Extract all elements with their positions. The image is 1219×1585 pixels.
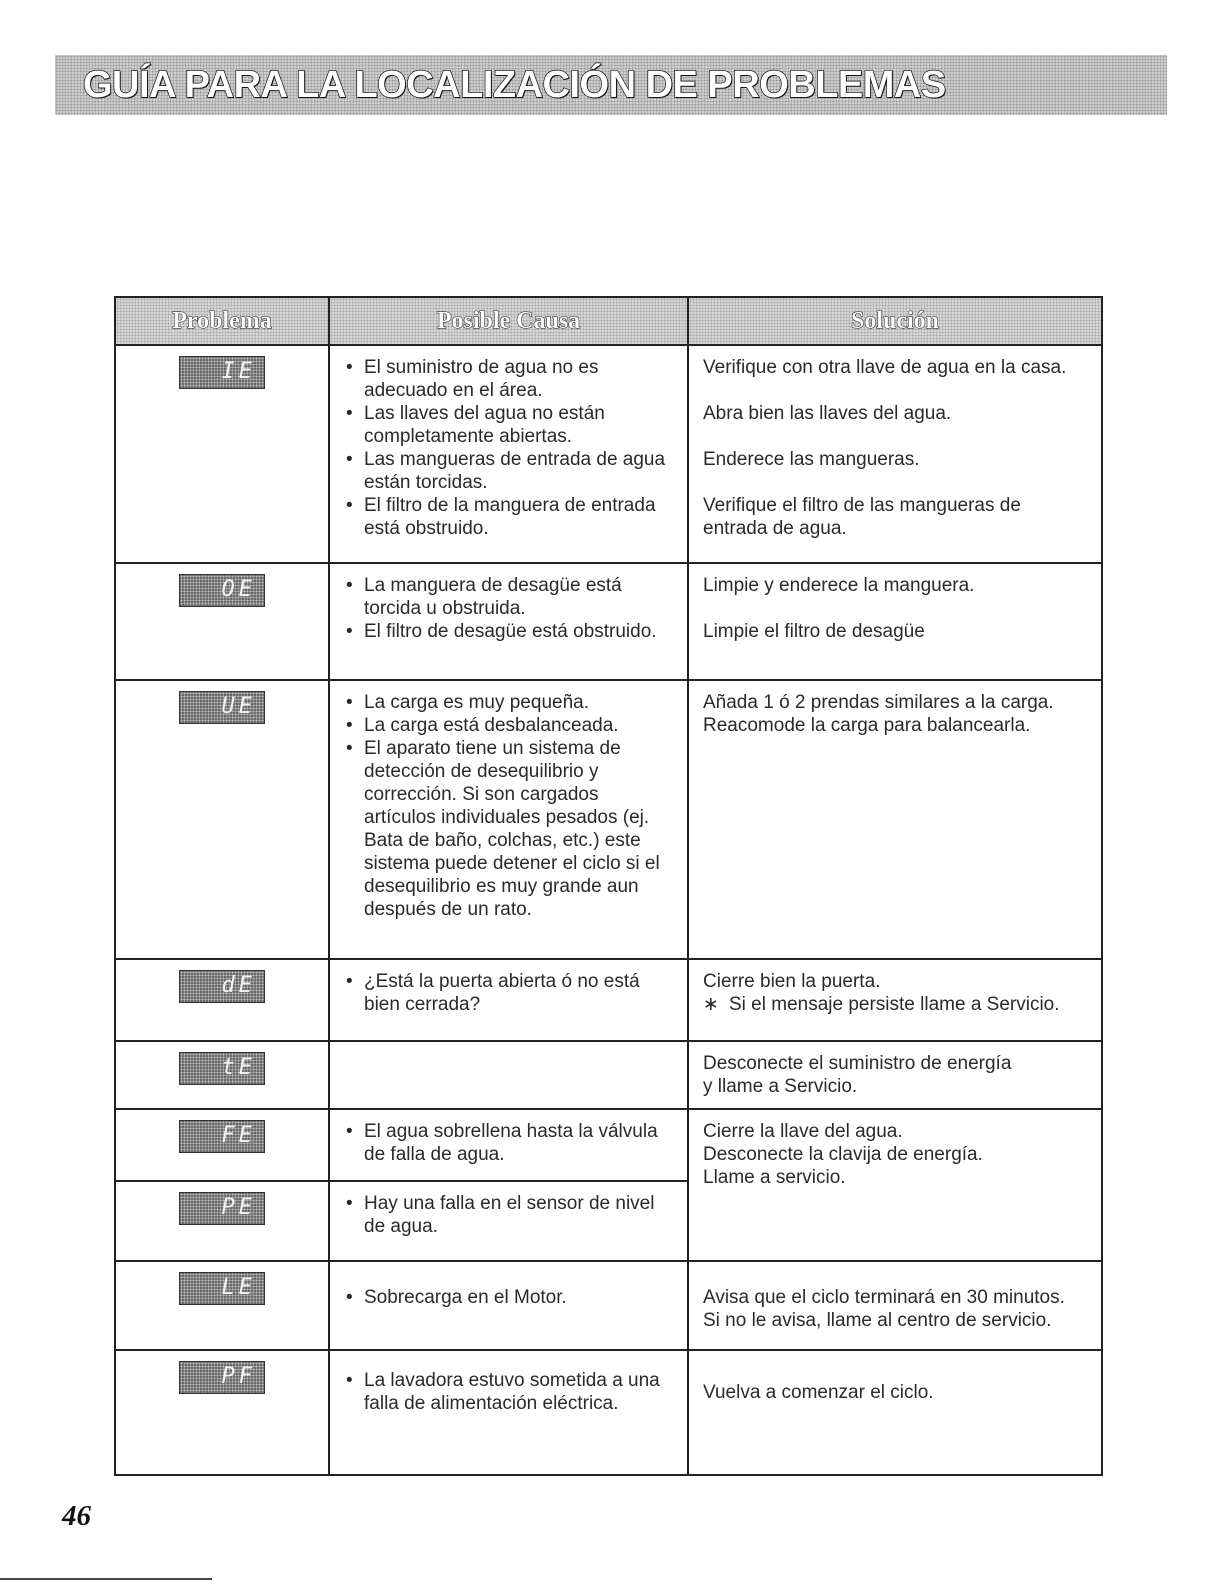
- error-code: FE: [221, 1123, 256, 1148]
- error-code: IE: [221, 359, 256, 384]
- solution-item: Si no le avisa, llame al centro de servicio.: [703, 1310, 1052, 1331]
- cause-cell: [329, 1109, 688, 1181]
- cause-cell: [329, 1350, 688, 1475]
- header-posible-causa: Posible Causa: [329, 297, 688, 345]
- error-code: UE: [221, 694, 256, 719]
- cause-cell: [329, 1181, 688, 1261]
- solution-item: Añada 1 ó 2 prendas similares a la carga.: [703, 692, 1054, 713]
- problem-cell: [115, 563, 329, 680]
- cause-item: • El filtro de la manguera de entrada está obstruido.: [344, 494, 673, 540]
- cause-cell: [329, 563, 688, 680]
- cause-item: • Las llaves del agua no están completamente abiertas.: [344, 402, 673, 448]
- problem-cell: [115, 680, 329, 959]
- solution-cell: [688, 1350, 1102, 1475]
- error-code: OE: [221, 577, 256, 602]
- cause-item: • La carga es muy pequeña.: [344, 691, 673, 714]
- page-title-banner: [55, 55, 1167, 115]
- error-code-display: [179, 1052, 265, 1085]
- error-code-display: [179, 1192, 265, 1225]
- problem-cell: [115, 1350, 329, 1475]
- solution-item: Cierre la llave del agua.: [703, 1121, 903, 1142]
- solution-item: Limpie y enderece la manguera.: [703, 575, 975, 596]
- solution-cell: [688, 959, 1102, 1041]
- page-title: GUÍA PARA LA LOCALIZACIÓN DE PROBLEMAS: [83, 64, 946, 106]
- problem-cell: [115, 959, 329, 1041]
- table-row: [115, 1261, 1102, 1350]
- troubleshooting-table: [114, 296, 1103, 1476]
- cause-item: • La manguera de desagüe está torcida u obstruida.: [344, 574, 673, 620]
- asterisk-mark: ∗: [703, 994, 719, 1015]
- problem-cell: [115, 1041, 329, 1109]
- error-code-display: [179, 691, 265, 724]
- solution-item: Verifique el filtro de las mangueras de entrada de agua.: [703, 495, 1021, 539]
- error-code-display: [179, 970, 265, 1003]
- error-code: PE: [221, 1195, 256, 1220]
- header-problema: Problema: [115, 297, 329, 345]
- table-row: [115, 1041, 1102, 1109]
- solution-item: Reacomode la carga para balancearla.: [703, 715, 1031, 736]
- page-number: 46: [62, 1500, 91, 1532]
- error-code-display: [179, 356, 265, 389]
- cause-cell: [329, 1041, 688, 1109]
- error-code-display: [179, 1272, 265, 1305]
- cause-item: • Sobrecarga en el Motor.: [344, 1286, 673, 1309]
- problem-cell: [115, 1109, 329, 1181]
- cause-item: • La carga está desbalanceada.: [344, 714, 673, 737]
- error-code: LE: [221, 1275, 256, 1300]
- solution-item: Abra bien las llaves del agua.: [703, 403, 952, 424]
- solution-cell: [688, 345, 1102, 563]
- cause-item: • El suministro de agua no es adecuado en el área.: [344, 356, 673, 402]
- error-code-display: [179, 1361, 265, 1394]
- solution-item: Enderece las mangueras.: [703, 449, 920, 470]
- solution-cell: [688, 1109, 1102, 1261]
- solution-item: Desconecte el suministro de energía: [703, 1053, 1012, 1074]
- problem-cell: [115, 1181, 329, 1261]
- cause-cell: [329, 680, 688, 959]
- cause-cell: [329, 1261, 688, 1350]
- solution-item: Avisa que el ciclo terminará en 30 minutos.: [703, 1287, 1065, 1308]
- solution-cell: [688, 680, 1102, 959]
- solution-item: Limpie el filtro de desagüe: [703, 621, 925, 642]
- table-header-row: [115, 297, 1102, 345]
- header-solucion: Solución: [688, 297, 1102, 345]
- cause-item: • El filtro de desagüe está obstruido.: [344, 620, 673, 643]
- table-row: [115, 680, 1102, 959]
- error-code-display: [179, 1120, 265, 1153]
- cause-item: • Hay una falla en el sensor de nivel de agua.: [344, 1192, 673, 1238]
- solution-item: Cierre bien la puerta.: [703, 971, 881, 992]
- cause-item: • La lavadora estuvo sometida a una falla de alimentación eléctrica.: [344, 1369, 673, 1415]
- cause-cell: [329, 959, 688, 1041]
- solution-item: Desconecte la clavija de energía.: [703, 1144, 983, 1165]
- cause-cell: [329, 345, 688, 563]
- solution-item: Llame a servicio.: [703, 1167, 846, 1188]
- cause-item: • ¿Está la puerta abierta ó no está bien cerrada?: [344, 970, 673, 1016]
- cause-item: • El agua sobrellena hasta la válvula de falla de agua.: [344, 1120, 673, 1166]
- solution-item: y llame a Servicio.: [703, 1076, 858, 1097]
- error-code: tE: [221, 1055, 256, 1080]
- note-text: Si el mensaje persiste llame a Servicio.: [729, 994, 1060, 1015]
- error-code: PF: [221, 1364, 256, 1389]
- table-row: [115, 1109, 1102, 1181]
- solution-cell: [688, 1261, 1102, 1350]
- error-code: dE: [221, 973, 256, 998]
- solution-note: [703, 993, 1087, 1016]
- table-row: [115, 345, 1102, 563]
- solution-cell: [688, 563, 1102, 680]
- table-row: [115, 959, 1102, 1041]
- problem-cell: [115, 1261, 329, 1350]
- solution-item: Vuelva a comenzar el ciclo.: [703, 1382, 934, 1403]
- cause-item: • Las mangueras de entrada de agua están torcidas.: [344, 448, 673, 494]
- table-row: [115, 1350, 1102, 1475]
- cause-item: • El aparato tiene un sistema de detección de desequilibrio y corrección. Si son cargados artículos individuales pesados (ej. Bata de baño, colchas, etc.) este sistema puede detener el ciclo si el desequilibrio es muy grande aun después de un rato.: [344, 737, 673, 921]
- problem-cell: [115, 345, 329, 563]
- solution-item: Verifique con otra llave de agua en la casa.: [703, 357, 1067, 378]
- table-row: [115, 563, 1102, 680]
- solution-cell: [688, 1041, 1102, 1109]
- error-code-display: [179, 574, 265, 607]
- footer-rule: [0, 1578, 212, 1580]
